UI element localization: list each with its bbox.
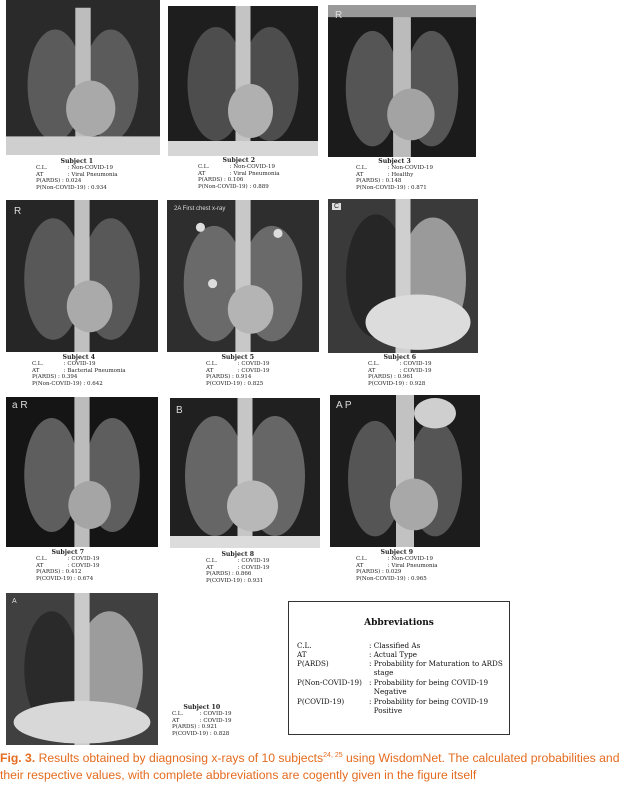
at-value: COVID-19 — [203, 717, 232, 724]
caption-text-a: Results obtained by diagnosing x-rays of 10 subjects — [35, 751, 324, 765]
at-label: AT — [206, 367, 214, 374]
p1-value: 0.106 — [227, 177, 244, 184]
xray-image — [167, 200, 319, 352]
abbr-row: P(Non-COVID-19) : Probability for being COVID-19 Negative — [297, 679, 506, 696]
p2-label: P(COVID-19) — [368, 380, 405, 387]
cl-label: C.L. — [356, 165, 368, 172]
p2-label: P(Non-COVID-19) — [36, 184, 86, 191]
at-label: AT — [198, 170, 206, 177]
subject-info-5: Subject 5 C.L. : COVID-19 AT : COVID-19 P(ARDS) : 0.914 P(COVID-19) : 0.825 — [206, 354, 270, 387]
caption-refs: 24, 25 — [323, 751, 343, 759]
cl-value: COVID-19 — [71, 556, 100, 563]
xray-image — [6, 397, 158, 547]
p2-value: 0.825 — [247, 380, 264, 387]
at-value: Bacterial Pneumonia — [67, 367, 126, 374]
p2-label: P(COVID-19) — [206, 577, 243, 584]
p1-label: P(ARDS) — [356, 178, 381, 185]
subject-title: Subject 3 — [378, 158, 411, 165]
marker-subject-7: a R — [12, 400, 28, 411]
xray-image — [6, 593, 158, 745]
p1-label: P(ARDS) — [36, 178, 61, 185]
subject-info-1: Subject 1 C.L. : Non-COVID-19 AT : Viral Pneumonia P(ARDS) : 0.024 P(Non-COVID-19) : 0.934 — [36, 158, 118, 191]
p2-label: P(Non-COVID-19) — [356, 575, 406, 582]
p1-label: P(ARDS) — [368, 374, 393, 381]
p2-label: P(Non-COVID-19) — [198, 183, 248, 190]
p1-value: 0.961 — [397, 374, 414, 381]
at-label: AT — [356, 562, 364, 569]
caption-text-b: using WisdomNet. The calculated probabilities and their respective values, with complete abbreviations are cogently given in the figure itself — [0, 751, 620, 782]
subject-title: Subject 2 — [222, 157, 256, 164]
subject-info-9: Subject 9 C.L. : Non-COVID-19 AT : Viral Pneumonia P(ARDS) : 0.029 P(Non-COVID-19) : 0.965 — [356, 549, 438, 582]
abbreviations-box — [288, 601, 510, 735]
abbr-term: AT — [297, 650, 307, 659]
figure-label: Fig. 3. — [0, 751, 36, 765]
subject-title: Subject 1 — [60, 158, 94, 165]
p1-label: P(ARDS) — [32, 374, 57, 381]
marker-subject-4: R — [14, 206, 22, 217]
cl-label: C.L. — [172, 711, 184, 718]
subject-title: Subject 8 — [221, 551, 255, 558]
subject-title: Subject 9 — [380, 549, 414, 556]
p1-label: P(ARDS) — [36, 569, 61, 576]
subject-info-3: Subject 3 C.L. : Non-COVID-19 AT : Healthy P(ARDS) : 0.148 P(Non-COVID-19) : 0.871 — [356, 158, 434, 191]
xray-image — [6, 0, 160, 155]
abbr-def: Actual Type — [373, 650, 418, 659]
cl-label: C.L. — [32, 361, 44, 368]
p1-label: P(ARDS) — [198, 177, 223, 184]
p1-value: 0.866 — [235, 571, 252, 578]
cl-label: C.L. — [36, 165, 48, 172]
subject-title: Subject 5 — [221, 354, 255, 361]
p1-value: 0.412 — [65, 569, 82, 576]
marker-subject-9: A P — [336, 400, 352, 411]
at-label: AT — [356, 171, 364, 178]
cl-value: COVID-19 — [241, 558, 270, 565]
xray-subject-1 — [6, 0, 160, 155]
subject-info-10: Subject 10 C.L. : COVID-19 AT : COVID-19 P(ARDS) : 0.921 P(COVID-19) : 0.828 — [172, 704, 232, 737]
p2-value: 0.674 — [77, 575, 94, 582]
xray-subject-5 — [167, 200, 319, 352]
p1-value: 0.029 — [385, 569, 402, 576]
marker-subject-10: A — [12, 598, 17, 605]
p2-value: 0.934 — [91, 184, 107, 191]
cl-value: COVID-19 — [203, 711, 232, 718]
at-value: Healthy — [391, 171, 414, 178]
abbr-term: C.L. — [297, 641, 312, 650]
at-label: AT — [36, 171, 44, 178]
p2-label: P(Non-COVID-19) — [356, 184, 406, 191]
subject-info-4: Subject 4 C.L. : COVID-19 AT : Bacterial Pneumonia P(ARDS) : 0.394 P(Non-COVID-19) : 0.642 — [32, 354, 126, 387]
at-label: AT — [32, 367, 40, 374]
xray-subject-6 — [328, 199, 478, 353]
cl-value: COVID-19 — [241, 361, 270, 368]
abbr-def: Probability for being COVID-19 Positive — [373, 697, 489, 715]
cl-label: C.L. — [36, 556, 48, 563]
abbr-row: P(ARDS) : Probability for Maturation to ARDS stage — [297, 660, 506, 677]
subject-title: Subject 6 — [383, 354, 417, 361]
marker-subject-8: B — [176, 405, 183, 416]
p2-label: P(COVID-19) — [36, 575, 73, 582]
xray-subject-4 — [6, 200, 158, 352]
abbr-row: C.L. : Classified As — [297, 642, 506, 651]
cl-label: C.L. — [198, 164, 210, 171]
at-label: AT — [36, 562, 44, 569]
at-value: COVID-19 — [241, 564, 270, 571]
subject-info-2: Subject 2 C.L. : Non-COVID-19 AT : Viral Pneumonia P(ARDS) : 0.106 P(Non-COVID-19) : 0.889 — [198, 157, 280, 190]
abbr-def: Probability for being COVID-19 Negative — [373, 678, 489, 696]
xray-image — [6, 200, 158, 352]
cl-value: Non-COVID-19 — [391, 165, 434, 172]
cl-value: Non-COVID-19 — [391, 556, 434, 563]
marker-subject-5: 2A First chest x-ray — [174, 206, 226, 212]
p1-label: P(ARDS) — [356, 569, 381, 576]
p2-value: 0.931 — [247, 577, 264, 584]
xray-subject-3 — [328, 5, 476, 157]
p2-label: P(COVID-19) — [206, 380, 243, 387]
at-value: Viral Pneumonia — [391, 562, 438, 569]
p2-value: 0.965 — [411, 575, 427, 582]
xray-subject-10 — [6, 593, 158, 745]
subject-info-6: Subject 6 C.L. : COVID-19 AT : COVID-19 P(ARDS) : 0.961 P(COVID-19) : 0.928 — [368, 354, 432, 387]
p2-value: 0.889 — [253, 183, 269, 190]
abbr-term: P(ARDS) — [297, 659, 329, 668]
cl-label: C.L. — [356, 556, 368, 563]
p1-value: 0.024 — [65, 178, 82, 185]
at-value: COVID-19 — [403, 367, 432, 374]
abbr-def: Classified As — [373, 641, 421, 650]
cl-value: COVID-19 — [67, 361, 96, 368]
at-value: Viral Pneumonia — [233, 170, 280, 177]
subject-info-7: Subject 7 C.L. : COVID-19 AT : COVID-19 P(ARDS) : 0.412 P(COVID-19) : 0.674 — [36, 549, 100, 582]
at-value: COVID-19 — [71, 562, 100, 569]
cl-value: Non-COVID-19 — [71, 165, 114, 172]
marker-subject-6: C — [334, 203, 340, 210]
abbr-term: P(COVID-19) — [297, 697, 345, 706]
p1-value: 0.921 — [201, 724, 218, 731]
at-label: AT — [172, 717, 180, 724]
xray-subject-8 — [170, 398, 320, 548]
abbr-row: P(COVID-19) : Probability for being COVID-19 Positive — [297, 698, 506, 715]
xray-subject-2 — [168, 6, 318, 156]
figure-caption — [0, 750, 640, 784]
p1-value: 0.148 — [385, 178, 402, 185]
xray-image — [328, 199, 478, 353]
cl-value: Non-COVID-19 — [233, 164, 276, 171]
at-value: COVID-19 — [241, 367, 270, 374]
at-value: Viral Pneumonia — [71, 171, 118, 178]
cl-label: C.L. — [206, 558, 218, 565]
xray-image — [328, 5, 476, 157]
p2-label: P(Non-COVID-19) — [32, 380, 82, 387]
marker-subject-3: R — [335, 10, 343, 21]
subject-title: Subject 10 — [183, 704, 221, 711]
subject-title: Subject 4 — [62, 354, 96, 361]
xray-subject-9 — [330, 395, 480, 547]
p2-label: P(COVID-19) — [172, 730, 209, 737]
cl-label: C.L. — [206, 361, 218, 368]
cl-value: COVID-19 — [403, 361, 432, 368]
at-label: AT — [368, 367, 376, 374]
xray-subject-7 — [6, 397, 158, 547]
p1-value: 0.394 — [61, 374, 78, 381]
abbr-row: AT : Actual Type — [297, 651, 506, 660]
p2-value: 0.871 — [411, 184, 427, 191]
p2-value: 0.928 — [409, 380, 426, 387]
at-label: AT — [206, 564, 214, 571]
xray-image — [170, 398, 320, 548]
p2-value: 0.828 — [213, 730, 230, 737]
p1-label: P(ARDS) — [172, 724, 197, 731]
subject-title: Subject 7 — [51, 549, 85, 556]
xray-image — [168, 6, 318, 156]
p1-label: P(ARDS) — [206, 571, 231, 578]
p1-value: 0.914 — [235, 374, 252, 381]
xray-image — [330, 395, 480, 547]
p2-value: 0.642 — [87, 380, 103, 387]
p1-label: P(ARDS) — [206, 374, 231, 381]
cl-label: C.L. — [368, 361, 380, 368]
abbr-term: P(Non-COVID-19) — [297, 678, 362, 687]
abbreviations-heading: Abbreviations — [364, 618, 434, 628]
abbr-def: Probability for Maturation to ARDS stage — [373, 659, 503, 677]
subject-info-8: Subject 8 C.L. : COVID-19 AT : COVID-19 P(ARDS) : 0.866 P(COVID-19) : 0.931 — [206, 551, 270, 584]
